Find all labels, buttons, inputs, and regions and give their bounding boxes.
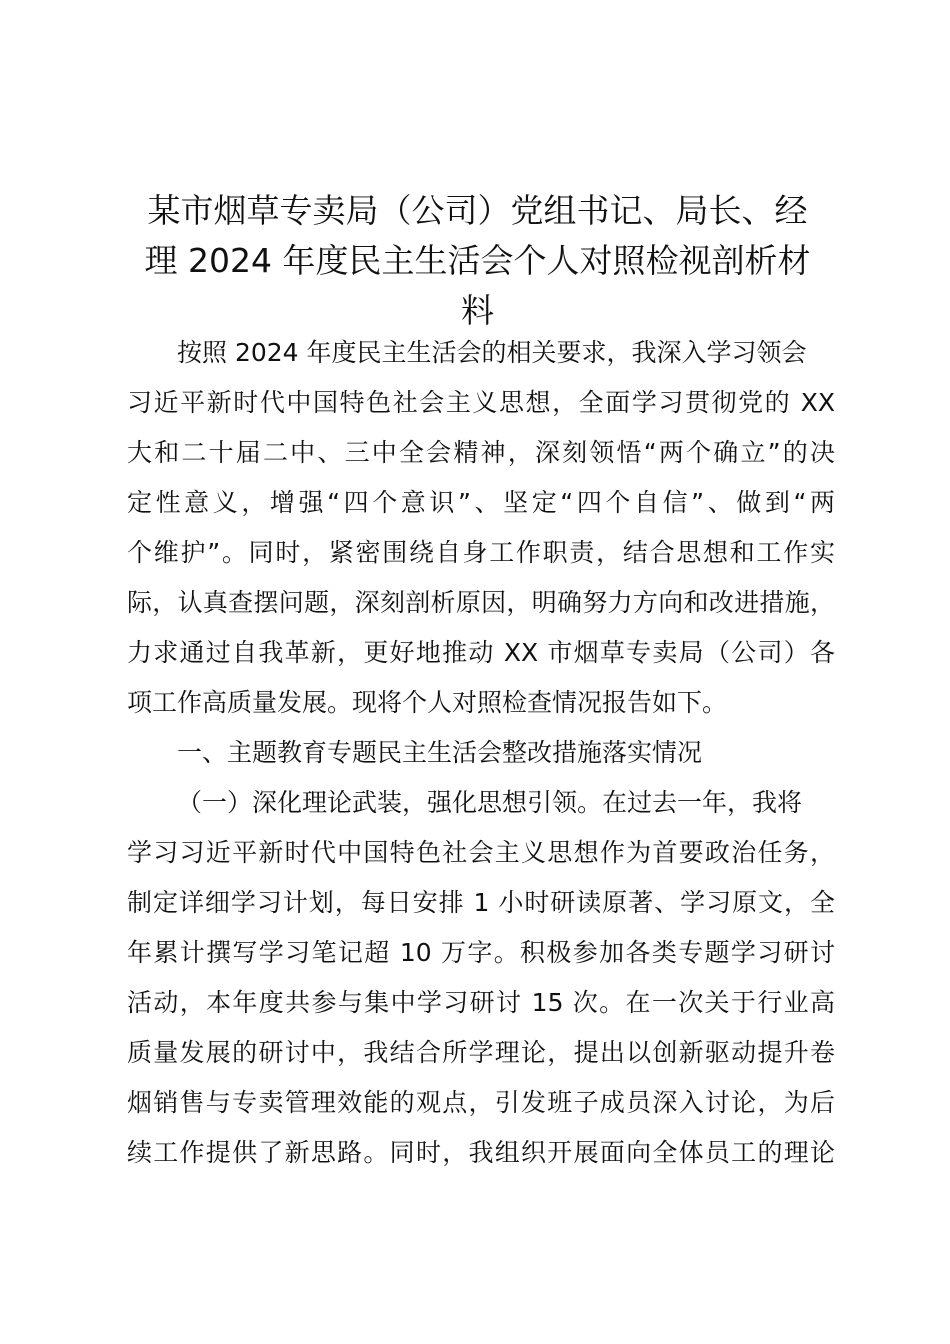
- title-line: 理 2024 年度民主生活会个人对照检视剖析材: [144, 241, 811, 280]
- paragraph-line: 烟销售与专卖管理效能的观点，引发班子成员深入讨论，为后: [127, 1088, 835, 1117]
- paragraph-line: （一）深化理论武装，强化思想引领。在过去一年，我将: [177, 788, 803, 817]
- paragraph-line: 学习习近平新时代中国特色社会主义思想作为首要政治任务，: [127, 838, 835, 867]
- intro-paragraph: [127, 328, 835, 728]
- paragraph-line: 力求通过自我革新，更好地推动 XX 市烟草专卖局（公司）各: [127, 638, 835, 667]
- paragraph-line: 项工作高质量发展。现将个人对照检查情况报告如下。: [127, 688, 728, 717]
- section-heading: [127, 728, 835, 778]
- paragraph-line: 习近平新时代中国特色社会主义思想，全面学习贯彻党的 XX: [127, 388, 835, 417]
- paragraph-line: 大和二十届二中、三中全会精神，深刻领悟“两个确立”的决: [127, 438, 835, 467]
- paragraph-line: 活动，本年度共参与集中学习研讨 15 次。在一次关于行业高: [127, 988, 835, 1017]
- paragraph-line: 定性意义，增强“四个意识”、坚定“四个自信”、做到“两: [127, 488, 835, 517]
- title-line: 料: [461, 291, 494, 330]
- section-heading-text: 一、主题教育专题民主生活会整改措施落实情况: [177, 738, 703, 767]
- paragraph-line: 际，认真查摆问题，深刻剖析原因，明确努力方向和改进措施，: [127, 588, 835, 617]
- title-line: 某市烟草专卖局（公司）党组书记、局长、经: [147, 191, 808, 230]
- paragraph-line: 年累计撰写学习笔记超 10 万字。积极参加各类专题学习研讨: [127, 938, 835, 967]
- paragraph-line: 质量发展的研讨中，我结合所学理论，提出以创新驱动提升卷: [127, 1038, 835, 1067]
- paragraph-line: 制定详细学习计划，每日安排 1 小时研读原著、学习原文，全: [127, 888, 835, 917]
- paragraph-line: 按照 2024 年度民主生活会的相关要求，我深入学习领会: [177, 338, 807, 367]
- paragraph-line: 个维护”。同时，紧密围绕自身工作职责，结合思想和工作实: [127, 538, 835, 567]
- subsection-paragraph: [127, 778, 835, 1178]
- paragraph-line: 续工作提供了新思路。同时，我组织开展面向全体员工的理论: [127, 1138, 835, 1167]
- document-title: [120, 186, 835, 336]
